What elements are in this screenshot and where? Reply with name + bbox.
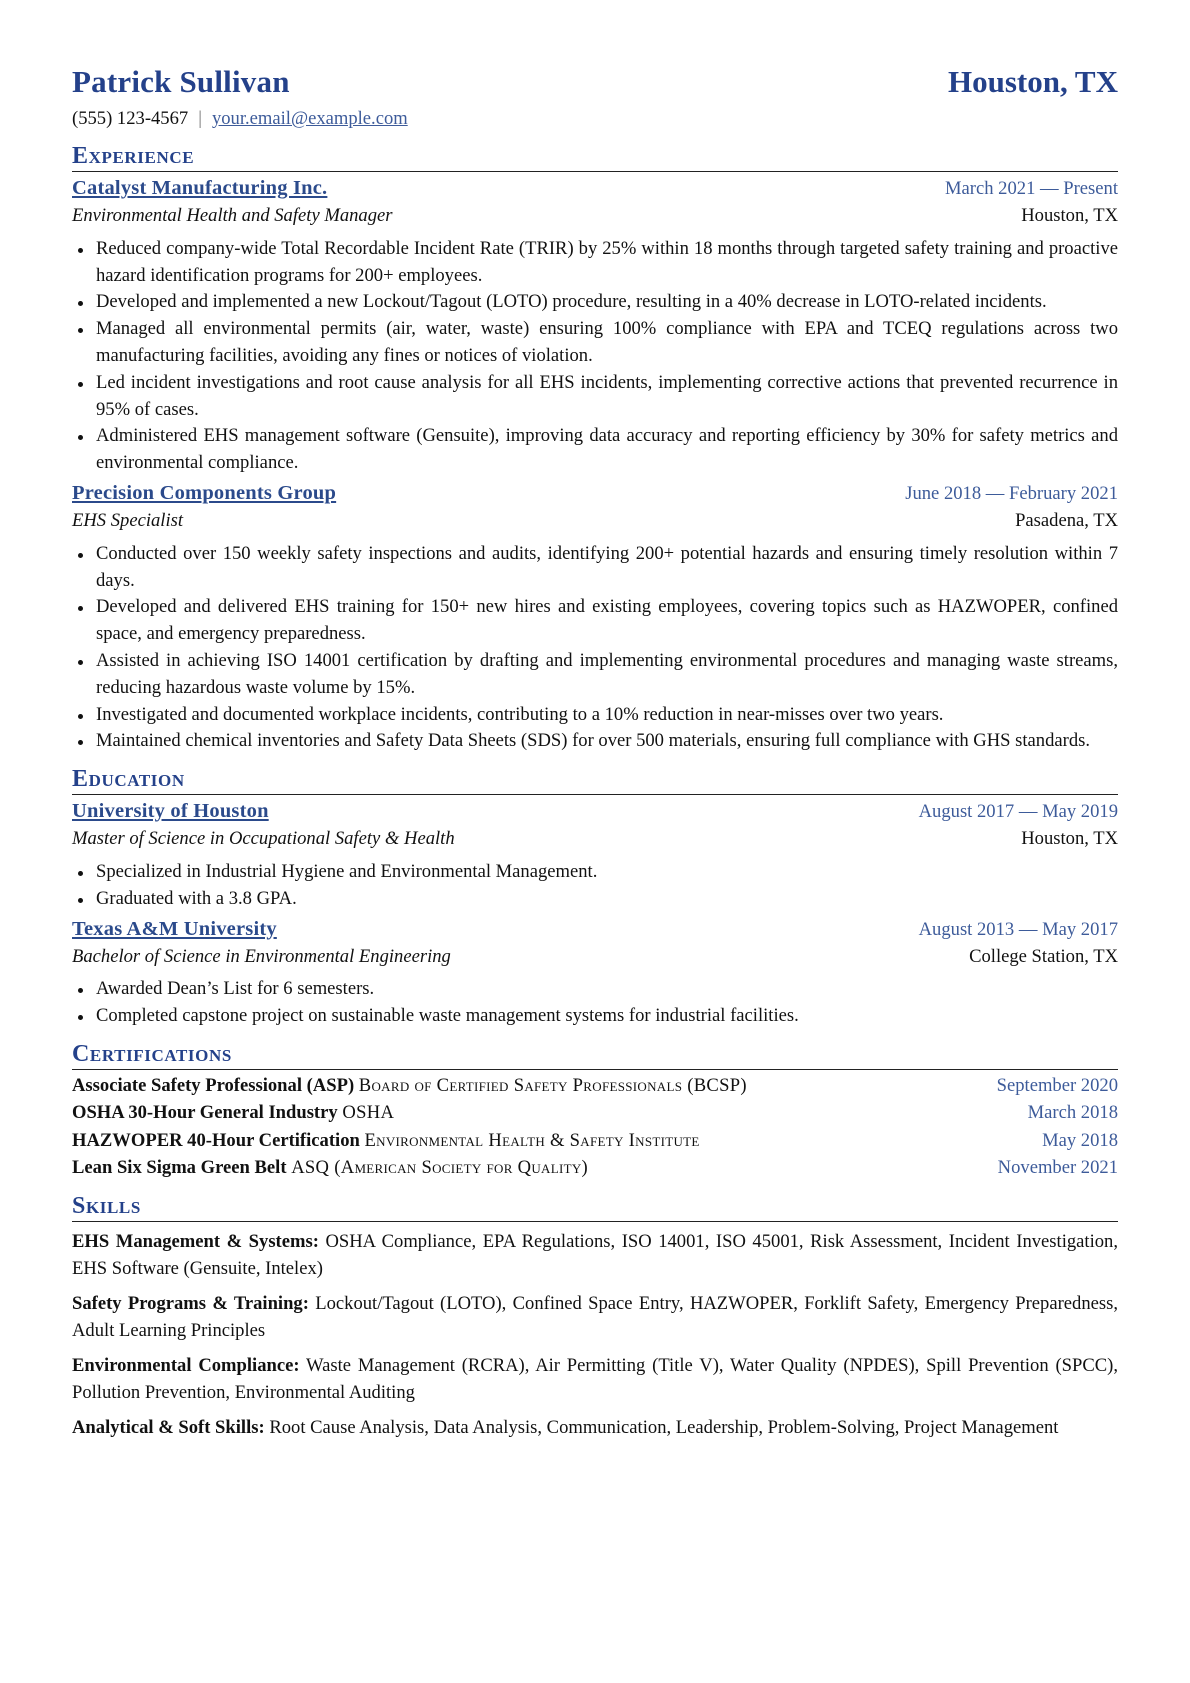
list-item: Assisted in achieving ISO 14001 certification by drafting and implementing environmental procedures and managing waste streams, reducing hazardous waste volume by 15%.: [72, 648, 1118, 702]
skill-group: [72, 1414, 1118, 1441]
list-item: Administered EHS management software (Gensuite), improving data accuracy and reporting efficiency by 30% for safety metrics and environmental compliance.: [72, 423, 1118, 477]
list-item: Conducted over 150 weekly safety inspections and audits, identifying 200+ potential hazards and ensuring timely resolution within 7 days.: [72, 541, 1118, 595]
resume-header: [72, 62, 1118, 102]
certification-item: [72, 1072, 1118, 1100]
certification-date: November 2021: [997, 1157, 1118, 1179]
company-link[interactable]: Catalyst Manufacturing Inc.: [72, 177, 328, 199]
education-dates: August 2017 — May 2019: [918, 801, 1118, 823]
contact-line: [72, 106, 1118, 132]
education-details: [72, 859, 1118, 913]
school-location: College Station, TX: [969, 945, 1118, 967]
job-title: EHS Specialist: [72, 509, 184, 531]
certification-date: March 2018: [1027, 1102, 1118, 1124]
skill-category: Safety Programs & Training:: [72, 1292, 309, 1314]
skill-items: Lockout/Tagout (LOTO), Confined Space Entry, HAZWOPER, Forklift Safety, Emergency Preparedness, Adult Learning Principles: [72, 1292, 1118, 1341]
education-entry: [72, 915, 1118, 1030]
experience-entry: [72, 174, 1118, 477]
contact-separator: |: [198, 108, 202, 129]
certification-item: [72, 1154, 1118, 1182]
school-location: Houston, TX: [1021, 828, 1118, 850]
degree: Bachelor of Science in Environmental Engineering: [72, 945, 451, 967]
skill-group: [72, 1290, 1118, 1344]
email-link[interactable]: your.email@example.com: [211, 108, 408, 129]
certification-name: HAZWOPER 40-Hour Certification: [72, 1129, 360, 1151]
list-item: Graduated with a 3.8 GPA.: [72, 886, 1118, 913]
section-title-experience: Experience: [72, 142, 1118, 172]
certification-date: September 2020: [996, 1074, 1118, 1096]
skill-items: Waste Management (RCRA), Air Permitting (Title V), Water Quality (NPDES), Spill Prevention (SPCC), Pollution Prevention, Environmental Auditing: [72, 1354, 1118, 1403]
skill-category: Environmental Compliance:: [72, 1354, 300, 1376]
company-link[interactable]: Precision Components Group: [72, 481, 337, 504]
phone-number: (555) 123-4567: [72, 108, 189, 129]
skill-group: [72, 1228, 1118, 1282]
certification-issuer: Environmental Health & Safety Institute: [364, 1129, 700, 1151]
education-dates: August 2013 — May 2017: [918, 918, 1118, 940]
list-item: Investigated and documented workplace incidents, contributing to a 10% reduction in near-misses over two years.: [72, 702, 1118, 729]
experience-entry: [72, 479, 1118, 755]
skill-items: Root Cause Analysis, Data Analysis, Communication, Leadership, Problem-Solving, Project Management: [269, 1416, 1059, 1438]
certification-name: OSHA 30-Hour General Industry: [72, 1102, 338, 1124]
list-item: Completed capstone project on sustainable waste management systems for industrial facilities.: [72, 1003, 1118, 1030]
employment-dates: March 2021 — Present: [945, 178, 1118, 199]
job-title: Environmental Health and Safety Manager: [72, 205, 393, 226]
list-item: Developed and implemented a new Lockout/Tagout (LOTO) procedure, resulting in a 40% decrease in LOTO-related incidents.: [72, 289, 1118, 316]
skill-category: EHS Management & Systems:: [72, 1230, 319, 1252]
education-details: [72, 976, 1118, 1030]
job-location: Houston, TX: [1021, 205, 1118, 226]
list-item: Specialized in Industrial Hygiene and Environmental Management.: [72, 859, 1118, 886]
certification-issuer: ASQ (American Society for Quality): [291, 1157, 589, 1179]
candidate-name: Patrick Sullivan: [72, 64, 290, 99]
candidate-location: Houston, TX: [948, 64, 1118, 99]
certification-item: [72, 1127, 1118, 1155]
certification-list: [72, 1072, 1118, 1182]
certification-issuer: OSHA: [342, 1102, 395, 1124]
list-item: Reduced company-wide Total Recordable Incident Rate (TRIR) by 25% within 18 months through targeted safety training and proactive hazard identification programs for 200+ employees.: [72, 236, 1118, 290]
skill-group: [72, 1352, 1118, 1406]
section-title-certifications: Certifications: [72, 1040, 1118, 1070]
school-link[interactable]: Texas A&M University: [72, 917, 277, 940]
job-location: Pasadena, TX: [1015, 509, 1118, 531]
skill-items: OSHA Compliance, EPA Regulations, ISO 14001, ISO 45001, Risk Assessment, Incident Investigation, EHS Software (Gensuite, Intelex): [72, 1230, 1118, 1279]
certification-date: May 2018: [1042, 1129, 1118, 1151]
section-title-skills: Skills: [72, 1192, 1118, 1222]
employment-dates: June 2018 — February 2021: [905, 482, 1118, 504]
skills-list: [72, 1228, 1118, 1441]
school-link[interactable]: University of Houston: [72, 800, 269, 823]
list-item: Led incident investigations and root cause analysis for all EHS incidents, implementing corrective actions that prevented recurrence in 95% of cases.: [72, 370, 1118, 424]
certification-name: Associate Safety Professional (ASP): [72, 1074, 355, 1096]
certification-name: Lean Six Sigma Green Belt: [72, 1157, 287, 1179]
skill-category: Analytical & Soft Skills:: [72, 1416, 265, 1438]
section-title-education: Education: [72, 765, 1118, 795]
achievement-list: [72, 236, 1118, 477]
certification-issuer: Board of Certified Safety Professionals (BCSP): [358, 1074, 747, 1096]
education-entry: [72, 797, 1118, 912]
list-item: Maintained chemical inventories and Safety Data Sheets (SDS) for over 500 materials, ensuring full compliance with GHS standards.: [72, 728, 1118, 755]
achievement-list: [72, 541, 1118, 755]
list-item: Developed and delivered EHS training for 150+ new hires and existing employees, covering topics such as HAZWOPER, confined space, and emergency preparedness.: [72, 594, 1118, 648]
list-item: Managed all environmental permits (air, water, waste) ensuring 100% compliance with EPA and TCEQ regulations across two manufacturing facilities, avoiding any fines or notices of violation.: [72, 316, 1118, 370]
certification-item: [72, 1099, 1118, 1127]
degree: Master of Science in Occupational Safety & Health: [72, 828, 455, 850]
list-item: Awarded Dean’s List for 6 semesters.: [72, 976, 1118, 1003]
